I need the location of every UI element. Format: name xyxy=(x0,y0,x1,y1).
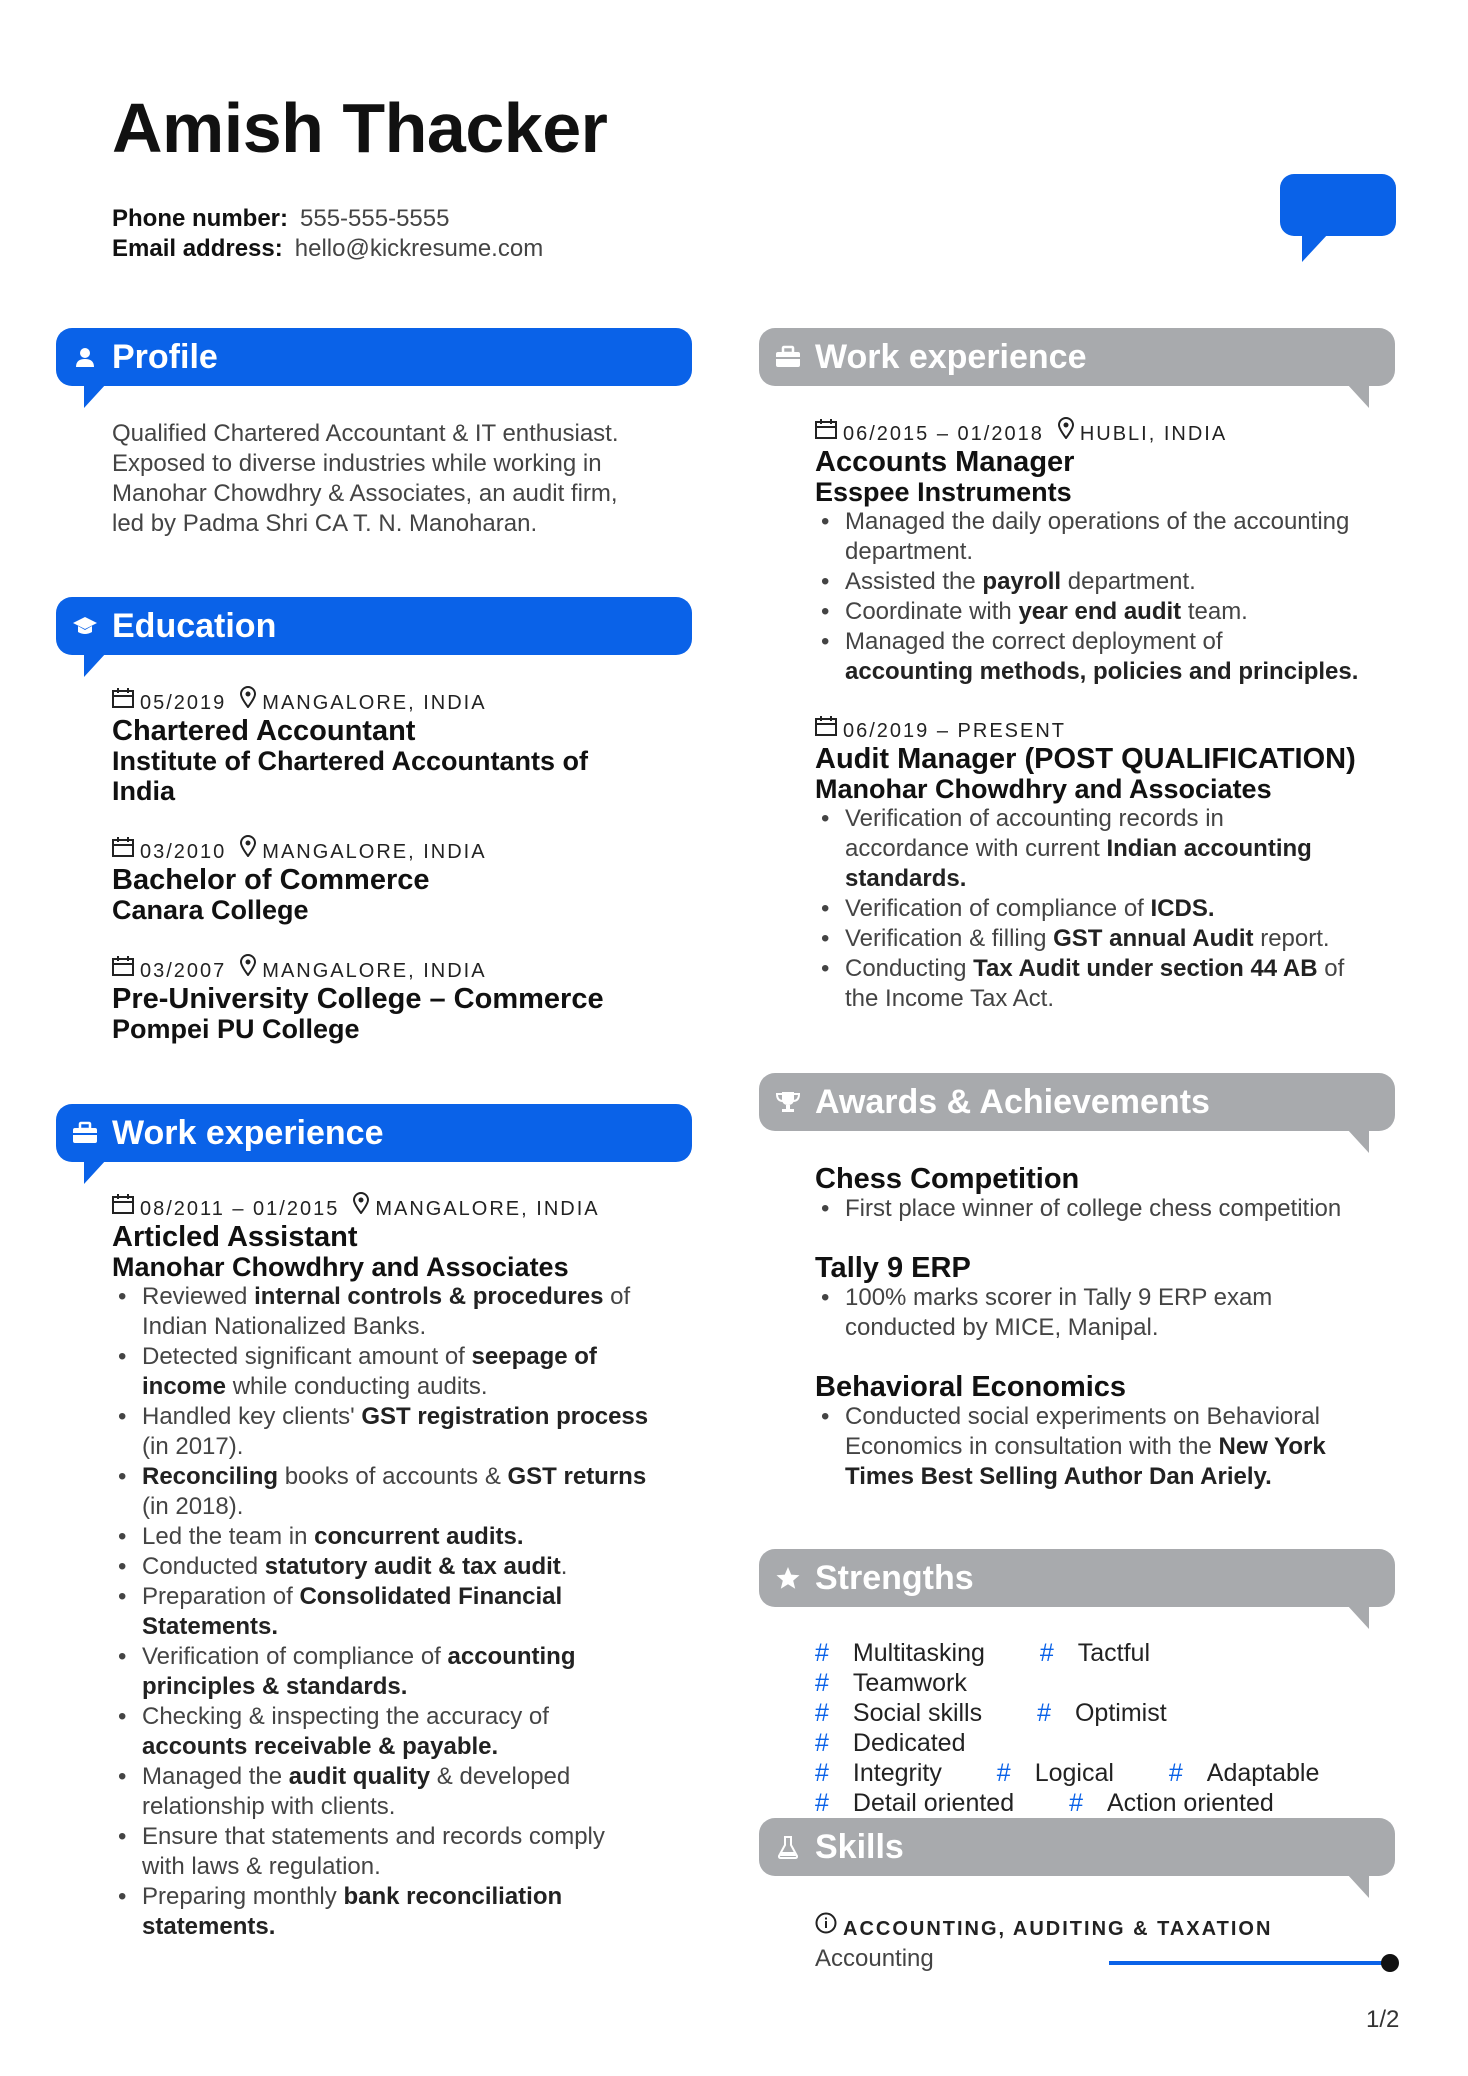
strength-tag: # Integrity xyxy=(815,1759,942,1787)
list-item: • Preparing monthly bank reconciliation statements. xyxy=(112,1882,692,1942)
education-school: Pompei PU College xyxy=(112,1014,360,1044)
list-item: • First place winner of college chess competition xyxy=(815,1194,1395,1224)
education-item xyxy=(112,716,692,806)
list-item: • Assisted the payroll department. xyxy=(815,567,1395,597)
location-pin-icon xyxy=(1058,417,1074,448)
work-right-job xyxy=(815,744,1395,1014)
award-item xyxy=(815,1253,1395,1343)
briefcase-icon xyxy=(72,1121,98,1145)
skills-title: Skills xyxy=(815,1828,904,1866)
list-item: • Reviewed internal controls & procedures of Indian Nationalized Banks. xyxy=(112,1282,692,1342)
phone-label: Phone number: xyxy=(112,205,289,232)
phone-value: 555-555-5555 xyxy=(300,205,450,232)
education-school: India xyxy=(112,776,176,806)
award-item xyxy=(815,1372,1395,1492)
education-item xyxy=(112,984,692,1044)
calendar-icon xyxy=(112,687,134,717)
education-location: MANGALORE, INDIA xyxy=(262,960,487,982)
list-item: • Led the team in concurrent audits. xyxy=(112,1522,692,1552)
list-item: • Checking & inspecting the accuracy of accounts receivable & payable. xyxy=(112,1702,692,1762)
work-left-bullets xyxy=(112,1282,692,1942)
tag-row xyxy=(815,1638,1395,1698)
education-location: MANGALORE, INDIA xyxy=(262,692,487,714)
calendar-icon xyxy=(112,1193,134,1223)
strength-tag: # Multitasking xyxy=(815,1639,985,1667)
profile-line: led by Padma Shri CA T. N. Manoharan. xyxy=(112,510,538,537)
profile-line: Manohar Chowdhry & Associates, an audit firm, xyxy=(112,480,618,507)
job-location: HUBLI, INDIA xyxy=(1079,423,1228,445)
education-degree: Bachelor of Commerce xyxy=(112,864,430,896)
list-item: • Verification & filling GST annual Audit report. xyxy=(815,924,1395,954)
email-label: Email address: xyxy=(112,235,283,262)
location-pin-icon xyxy=(240,835,256,866)
award-name: Chess Competition xyxy=(815,1163,1080,1195)
list-item: • Conducting Tax Audit under section 44 AB of the Income Tax Act. xyxy=(815,954,1395,1014)
job-company: Manohar Chowdhry and Associates xyxy=(112,1252,569,1282)
job-date: 06/2019 – PRESENT xyxy=(843,720,1066,742)
email-value: hello@kickresume.com xyxy=(294,235,544,262)
job-date: 06/2015 – 01/2018 xyxy=(843,423,1044,445)
education-school: Institute of Chartered Accountants of xyxy=(112,746,589,776)
job-company: Esspee Instruments xyxy=(815,477,1072,507)
award-name: Tally 9 ERP xyxy=(815,1252,971,1284)
list-item: • Verification of accounting records in accordance with current Indian accounting standards. xyxy=(815,804,1395,894)
list-item: • Verification of compliance of ICDS. xyxy=(815,894,1395,924)
strengths-tags xyxy=(815,1638,1395,1818)
profile-summary xyxy=(112,419,692,539)
job-role: Accounts Manager xyxy=(815,446,1075,478)
strengths-section-header xyxy=(759,1549,1395,1607)
education-item xyxy=(112,865,692,925)
strength-tag: # Tactful xyxy=(1039,1639,1151,1667)
graduation-cap-icon xyxy=(72,614,98,638)
tag-row xyxy=(815,1788,1395,1818)
education-degree: Pre-University College – Commerce xyxy=(112,983,604,1015)
work-right-job xyxy=(815,447,1395,687)
job-company: Manohar Chowdhry and Associates xyxy=(815,774,1272,804)
calendar-icon xyxy=(815,418,837,448)
profile-line: Exposed to diverse industries while working in xyxy=(112,450,602,477)
work-left-job xyxy=(112,1222,692,1942)
list-item: • Managed the daily operations of the accounting department. xyxy=(815,507,1395,567)
strength-tag: # Social skills xyxy=(815,1699,983,1727)
strength-tag: # Teamwork xyxy=(815,1669,967,1697)
education-meta xyxy=(112,956,487,986)
list-item: • Verification of compliance of accounting principles & standards. xyxy=(112,1642,692,1702)
calendar-icon xyxy=(815,715,837,745)
strength-tag: # Adaptable xyxy=(1168,1759,1320,1787)
strength-tag: # Action oriented xyxy=(1069,1789,1274,1817)
job-bullets xyxy=(815,507,1395,687)
job-role: Audit Manager (POST QUALIFICATION) xyxy=(815,743,1356,775)
strengths-title: Strengths xyxy=(815,1559,974,1597)
strength-tag: # Logical xyxy=(996,1759,1114,1787)
location-pin-icon xyxy=(353,1192,369,1223)
contact-block xyxy=(112,204,543,264)
calendar-icon xyxy=(112,955,134,985)
award-name: Behavioral Economics xyxy=(815,1371,1127,1403)
skill-level-bar xyxy=(1109,1961,1391,1965)
award-item xyxy=(815,1164,1395,1224)
work-right-title: Work experience xyxy=(815,338,1087,376)
list-item: • Ensure that statements and records comply with laws & regulation. xyxy=(112,1822,692,1882)
skills-section-header xyxy=(759,1818,1395,1876)
education-degree: Chartered Accountant xyxy=(112,715,416,747)
work-left-title: Work experience xyxy=(112,1114,384,1152)
skill-category xyxy=(815,1914,1272,1944)
job-bullets xyxy=(815,804,1395,1014)
work-left-date: 08/2011 – 01/2015 xyxy=(140,1198,340,1220)
strength-tag: # Optimist xyxy=(1037,1699,1167,1727)
skill-category-label: ACCOUNTING, AUDITING & TAXATION xyxy=(843,1918,1273,1940)
skill-level-dot xyxy=(1381,1954,1399,1972)
strength-tag: # Detail oriented xyxy=(815,1789,1015,1817)
strength-tag: # Dedicated xyxy=(815,1729,966,1757)
list-item: • Managed the audit quality & developed relationship with clients. xyxy=(112,1762,692,1822)
flask-icon xyxy=(775,1835,801,1859)
info-icon xyxy=(815,1912,837,1943)
education-meta xyxy=(112,837,487,867)
location-pin-icon xyxy=(240,686,256,717)
job-meta xyxy=(815,419,1227,449)
user-icon xyxy=(72,345,98,369)
list-item: • Handled key clients' GST registration process (in 2017). xyxy=(112,1402,692,1462)
location-pin-icon xyxy=(240,954,256,985)
list-item: • Managed the correct deployment of accounting methods, policies and principles. xyxy=(815,627,1395,687)
education-section-header xyxy=(56,597,692,655)
list-item: • 100% marks scorer in Tally 9 ERP exam conducted by MICE, Manipal. xyxy=(815,1283,1395,1343)
list-item: • Conducted social experiments on Behavioral Economics in consultation with the New York Times Best Selling Author Dan Ariely. xyxy=(815,1402,1395,1492)
skill-name: Accounting xyxy=(815,1945,934,1972)
job-meta xyxy=(815,716,1066,746)
awards-title: Awards & Achievements xyxy=(815,1083,1210,1121)
work-left-location: MANGALORE, INDIA xyxy=(375,1198,600,1220)
education-location: MANGALORE, INDIA xyxy=(262,841,487,863)
list-item: • Preparation of Consolidated Financial Statements. xyxy=(112,1582,692,1642)
education-date: 05/2019 xyxy=(140,692,227,714)
education-school: Canara College xyxy=(112,895,309,925)
list-item: • Conducted statutory audit & tax audit. xyxy=(112,1552,692,1582)
education-meta xyxy=(112,688,487,718)
profile-line: Qualified Chartered Accountant & IT enthusiast. xyxy=(112,420,619,447)
page-number: 1/2 xyxy=(1366,2006,1400,2033)
trophy-icon xyxy=(775,1090,801,1114)
work-experience-right-header xyxy=(759,328,1395,386)
tag-row xyxy=(815,1698,1395,1758)
list-item: • Coordinate with year end audit team. xyxy=(815,597,1395,627)
work-left-meta xyxy=(112,1194,600,1224)
speech-bubble-logo-icon xyxy=(1280,174,1396,236)
profile-title: Profile xyxy=(112,338,218,376)
list-item: • Detected significant amount of seepage of income while conducting audits. xyxy=(112,1342,692,1402)
education-date: 03/2007 xyxy=(140,960,227,982)
profile-section-header xyxy=(56,328,692,386)
list-item: • Reconciling books of accounts & GST returns (in 2018). xyxy=(112,1462,692,1522)
job-role: Articled Assistant xyxy=(112,1221,358,1253)
education-date: 03/2010 xyxy=(140,841,227,863)
work-experience-left-header xyxy=(56,1104,692,1162)
candidate-name: Amish Thacker xyxy=(112,89,608,167)
briefcase-icon xyxy=(775,345,801,369)
tag-row xyxy=(815,1758,1395,1788)
calendar-icon xyxy=(112,836,134,866)
awards-section-header xyxy=(759,1073,1395,1131)
star-icon xyxy=(775,1566,801,1590)
education-title: Education xyxy=(112,607,277,645)
